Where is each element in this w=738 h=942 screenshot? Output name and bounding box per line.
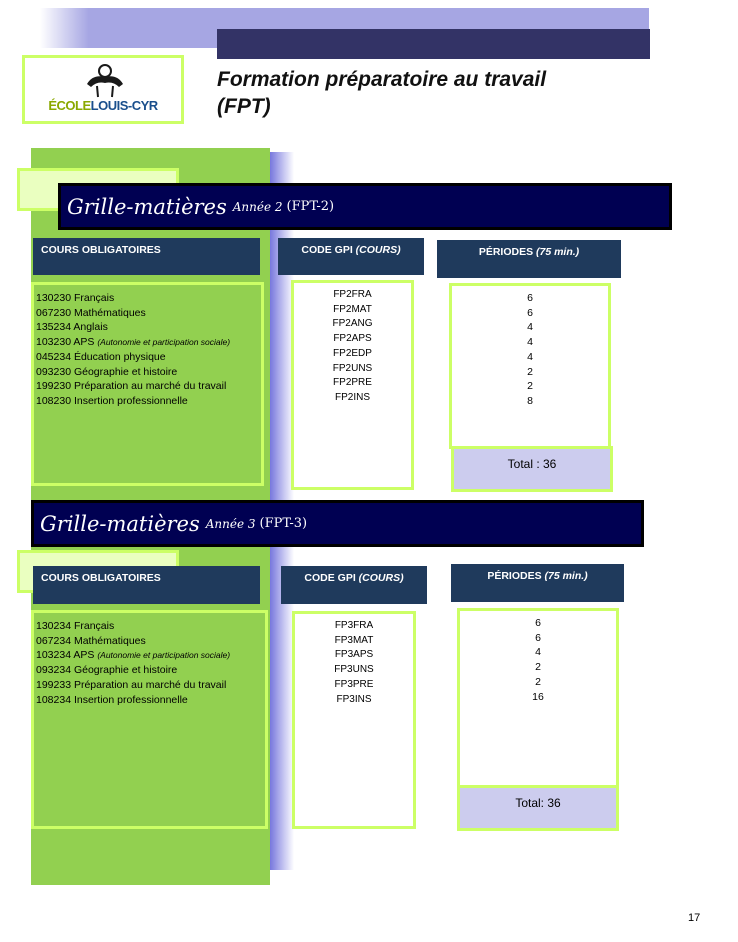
list-item: 2 [535,675,541,688]
list-item: FP3UNS [334,664,374,676]
header-periods: PÉRIODES (75 min.) [437,240,621,278]
header-gpi-code: CODE GPI (COURS) [281,566,427,604]
list-item: 103234 APS (Autonomie et participation sociale) [36,649,231,662]
periods-list [449,283,611,449]
list-item: 2 [535,661,541,674]
list-item: 103230 APS (Autonomie et participation sociale) [36,336,231,349]
list-item: FP2EDP [333,347,372,359]
document-title [217,66,637,120]
list-item: 2 [527,380,533,393]
list-item: 6 [527,292,533,304]
list-item: FP2UNS [332,362,373,374]
list-item: FP2FRA [333,289,372,300]
list-item: FP3MAT [334,634,374,646]
gpi-code-list [292,611,416,829]
course-list [31,610,268,829]
list-item: 067230 Mathématiques [36,306,146,319]
header-courses: COURS OBLIGATOIRES [33,238,260,275]
school-logo [22,55,184,124]
list-item: FP2APS [333,333,372,345]
list-item: 108234 Insertion professionnelle [36,693,188,706]
list-item: FP2MAT [333,303,372,315]
list-item: 045234 Éducation physique [36,350,166,363]
list-item: 2 [527,365,533,378]
list-item: FP3FRA [334,620,374,631]
list-item: FP2PRE [333,377,372,389]
periods-list [457,608,619,788]
list-item: FP3PRE [334,678,374,690]
title-line-2: (FPT) [217,95,271,118]
logo-text: ÉCOLELOUIS-CYR [48,98,158,113]
section-title-year-2: Grille-matières Année 2 (FPT-2) [58,183,672,230]
list-item: 093230 Géographie et histoire [36,365,178,378]
total-periods: Total: 36 [457,785,619,831]
header-gpi-code: CODE GPI (COURS) [278,238,424,275]
list-item: 4 [527,321,533,334]
list-item: 4 [527,350,533,363]
title-line-1: Formation préparatoire au travail [217,68,547,91]
list-item: 4 [527,336,533,349]
title-decorative-band [217,29,650,59]
list-item: FP2INS [334,391,370,403]
list-item: 6 [527,306,533,319]
list-item: 067234 Mathématiques [36,634,146,647]
list-item: FP2ANG [332,318,373,330]
course-list [31,282,264,486]
list-item: 4 [535,646,541,659]
header-periods: PÉRIODES (75 min.) [451,564,624,602]
list-item: 6 [535,631,541,644]
list-item: 135234 Anglais [36,321,108,334]
total-periods: Total : 36 [451,446,613,492]
list-item: 130230 Français [36,292,115,304]
list-item: 8 [527,394,533,407]
list-item: 108230 Insertion professionnelle [36,394,188,407]
list-item: FP3APS [334,649,374,661]
list-item: 130234 Français [36,620,115,632]
page-number: 17 [688,912,701,924]
strongman-icon [83,62,127,98]
header-courses: COURS OBLIGATOIRES [33,566,260,604]
list-item: 199233 Préparation au marché du travail [36,678,227,691]
list-item: 199230 Préparation au marché du travail [36,380,227,393]
list-item: 6 [535,617,541,629]
list-item: 16 [532,690,544,703]
list-item: 093234 Géographie et histoire [36,664,178,677]
gpi-code-list [291,280,414,490]
list-item: FP3INS [336,693,372,705]
section-title-year-3: Grille-matières Année 3 (FPT-3) [31,500,644,547]
